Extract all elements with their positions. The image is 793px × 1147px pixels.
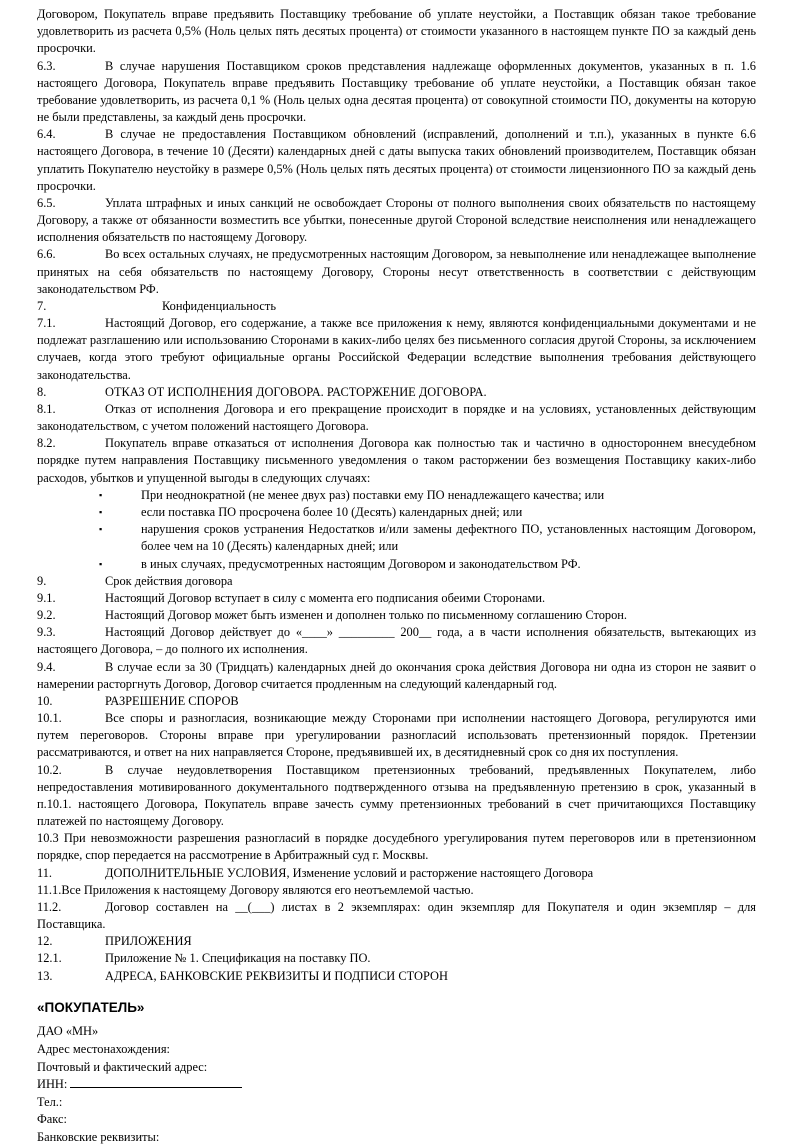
clause-number: 9.2. [37, 608, 56, 623]
clause-text: РАЗРЕШЕНИЕ СПОРОВ [105, 693, 239, 708]
clause-text: Договором, Покупатель вправе предъявить Поставщику требование об уплате неустойки, а Поставщик обязан такое требование удовлетворить из расчета 0,5% (Ноль целых пять десятых процента) от стоимости указанного в настоящем пункте ПО за каждый день просрочки. [37, 7, 756, 56]
clause-text: В случае нарушения Поставщиком сроков представления надлежаще оформленных документов, указанных в п. 1.6 настоящего Договора, Покупатель вправе предъявить Поставщику требование об уплате неустойки, а Поставщик обязан такое требование удовлетворить, из расчета 0,1 % (Ноль целых одна десятая процента) от совокупной стоимости ПО, документы на которую не были представлены, за каждый день просрочки. [37, 58, 756, 125]
clause-number: 11. [37, 865, 53, 880]
square-bullet-icon: ▪ [99, 558, 103, 569]
clause-paragraph [37, 607, 756, 624]
clause-text: Все Приложения к настоящему Договору являются его неотъемлемой частью. [61, 882, 474, 897]
clause-paragraph [37, 762, 756, 831]
clause-number: 8.1. [37, 401, 56, 416]
clause-number: 7. [37, 298, 47, 313]
clause-number: 6.5. [37, 195, 56, 210]
list-item [37, 521, 756, 555]
list-item-text: в иных случаях, предусмотренных настоящим Договором и законодательством РФ. [141, 556, 581, 571]
clause-text: Настоящий Договор, его содержание, а также все приложения к нему, являются конфиденциальными документами и не подлежат разглашению или использованию Сторонами в каких-либо целях без письменного согласия другой Стороны, за исключением случаев, когда этого требуют официальные органы Российской Федерации вследствие выполнения требования действующего законодательства. [37, 316, 756, 382]
clause-paragraph [37, 315, 756, 384]
clause-number: 12.1. [37, 951, 62, 966]
list-item [37, 487, 756, 504]
list-item-text: При неоднократной (не менее двух раз) поставки ему ПО ненадлежащего качества; или [141, 487, 605, 502]
clause-paragraph [37, 435, 756, 487]
clause-text: Приложение № 1. Спецификация на поставку ПО. [105, 951, 371, 966]
clause-text: АДРЕСА, БАНКОВСКИЕ РЕКВИЗИТЫ И ПОДПИСИ СТОРОН [105, 968, 448, 983]
clause-text: Настоящий Договор действует до «____» _________ 200__ года, а в части исполнения обязательств, вытекающих из настоящего Договора, – до полного их исполнения. [37, 625, 756, 657]
buyer-company-name: ДАО «МН» [37, 1024, 99, 1039]
clause-number: 8. [37, 384, 47, 399]
clause-text: В случае не предоставления Поставщиком обновлений (исправлений, дополнений и т.п.), указанных в пункте 6.6 настоящего Договора, в течение 10 (Десяти) календарных дней с даты выпуска таких обновлений производителем, Поставщик обязан уплатить Покупателю неустойку в размере 0,5% (Ноль целых пять десятых процента) от стоимости лицензионного ПО за каждый день просрочки. [37, 127, 756, 193]
buyer-phone-label: Тел.: [37, 1094, 63, 1109]
clause-paragraph [37, 195, 756, 247]
list-item [37, 504, 756, 521]
clause-number: 12. [37, 934, 53, 949]
clause-text: Настоящий Договор вступает в силу с момента его подписания обеими Сторонами. [105, 590, 546, 605]
section-heading-9 [37, 573, 756, 590]
buyer-legal-address-label: Адрес местонахождения: [37, 1041, 170, 1056]
list-item-text: если поставка ПО просрочена более 10 (Десять) календарных дней; или [141, 504, 523, 519]
clause-paragraph [37, 401, 756, 435]
clause-number: 13. [37, 968, 53, 983]
clause-paragraph-10-3 [37, 830, 756, 864]
clause-number: 11.2. [37, 899, 62, 914]
clause-text: 10.3 При невозможности разрешения разногласий в порядке досудебного урегулирования путем переговоров или в претензионном порядке, спор передается на рассмотрение в Арбитражный суд г. Москвы. [37, 831, 756, 863]
clause-number: 6.3. [37, 58, 56, 73]
clause-text: Уплата штрафных и иных санкций не освобождает Стороны от полного выполнения своих обязательств по настоящему Договору, а также от обязанности возместить все убытки, понесенные другой Стороной вследствие неисполнения или ненадлежащего исполнения обязательств по настоящему Договору. [37, 195, 756, 245]
clause-number: 11.1. [37, 882, 62, 897]
buyer-inn-blank-field[interactable] [70, 1078, 242, 1088]
clause-text: ОТКАЗ ОТ ИСПОЛНЕНИЯ ДОГОВОРА. РАСТОРЖЕНИЕ ДОГОВОРА. [105, 384, 487, 399]
clause-text: Срок действия договора [105, 573, 233, 588]
clause-number: 6.4. [37, 127, 56, 142]
clause-number: 10. [37, 693, 53, 708]
clause-paragraph [37, 710, 756, 762]
clause-text: Покупатель вправе отказаться от исполнения Договора как полностью так и частично в одностороннем внесудебном порядке путем направления Поставщику письменного уведомления о таком расторжении без возмещения Поставщику каких-либо расходов, убытков и упущенной выгоды в следующих случаях: [37, 436, 756, 485]
clause-text: В случае если за 30 (Тридцать) календарных дней до окончания срока действия Договора ни одна из сторон не заявит о намерении расторгнуть Договор, Договор считается продленным на следующий календарный год. [37, 659, 756, 691]
clause-text: Договор составлен на __(___) листах в 2 экземплярах: один экземпляр для Покупателя и один экземпляр – для Поставщика. [37, 899, 756, 932]
clause-text: Конфиденциальность [162, 298, 276, 313]
section-heading-11 [37, 865, 756, 882]
clause-number: 9.1. [37, 590, 56, 605]
clause-number: 9.4. [37, 659, 56, 674]
list-item-text: нарушения сроков устранения Недостатков и/или замены дефектного ПО, установленных настоящим Договором, более чем на 10 (Десять) календарных дней; или [141, 522, 756, 554]
clause-number: 9. [37, 573, 47, 588]
document-body [37, 6, 756, 1147]
square-bullet-icon: ▪ [99, 506, 103, 517]
square-bullet-icon: ▪ [99, 489, 103, 500]
square-bullet-icon: ▪ [99, 524, 103, 535]
clause-number: 10.2. [37, 762, 62, 777]
clause-paragraph [37, 58, 756, 127]
clause-number: 7.1. [37, 316, 56, 331]
clause-text: Во всех остальных случаях, не предусмотренных настоящим Договором, за невыполнение или ненадлежащее выполнение принятых на себя обязательств по настоящему Договору, Стороны несут ответственность в соответствии с действующим законодательством РФ. [37, 247, 756, 296]
section-heading-12 [37, 933, 756, 950]
section-heading-10 [37, 693, 756, 710]
clause-number: 9.3. [37, 625, 56, 640]
clause-text: Настоящий Договор может быть изменен и дополнен только по письменному соглашению Сторон. [105, 608, 628, 623]
buyer-fax-label: Факс: [37, 1112, 67, 1127]
termination-grounds-list [37, 487, 756, 573]
spacer [37, 985, 756, 999]
section-heading-13 [37, 968, 756, 985]
clause-paragraph [37, 6, 756, 58]
clause-text: Все споры и разногласия, возникающие между Сторонами при исполнении настоящего Договора, регулируются ими путем переговоров. Стороны вправе при урегулировании разногласий использовать претензионный порядок. Претензии рассматриваются, и ответ на них направляется Стороне, предъявившей их, в десятидневный срок со дня их поступления. [37, 711, 756, 760]
buyer-signature-block [37, 999, 756, 1147]
clause-text: ПРИЛОЖЕНИЯ [105, 934, 192, 949]
buyer-inn-label: ИНН: [37, 1077, 68, 1092]
clause-number: 8.2. [37, 436, 56, 451]
buyer-postal-address-label: Почтовый и фактический адрес: [37, 1059, 208, 1074]
clause-text: Отказ от исполнения Договора и его прекращение происходит в порядке и на условиях, установленных действующим законодательством, с учетом положений настоящего Договора. [37, 401, 756, 434]
spacer [37, 1016, 756, 1023]
clause-text: В случае неудовлетворения Поставщиком претензионных требований, предъявленных Покупателем, либо непредоставления мотивированного документального подтвержденного отзыва на предъявленную претензию в срок, указанный в п.10.1. настоящего Договора, Покупатель вправе зачесть сумму претензионных требований в счет причитающихся Поставщику платежей по настоящему Договору. [37, 762, 756, 829]
buyer-heading: «ПОКУПАТЕЛЬ» [37, 999, 145, 1015]
clause-paragraph [37, 590, 756, 607]
section-heading-8 [37, 384, 756, 401]
clause-text: ДОПОЛНИТЕЛЬНЫЕ УСЛОВИЯ, Изменение условий и расторжение настоящего Договора [105, 865, 594, 880]
clause-paragraph [37, 246, 756, 298]
clause-number: 6.6. [37, 247, 56, 262]
clause-paragraph [37, 950, 756, 967]
clause-paragraph [37, 659, 756, 693]
buyer-bank-details-label: Банковские реквизиты: [37, 1130, 160, 1144]
list-item [37, 556, 756, 573]
buyer-inn-row [37, 1076, 756, 1094]
clause-paragraph [37, 624, 756, 658]
clause-paragraph [37, 899, 756, 933]
clause-number: 10.1. [37, 711, 62, 726]
clause-paragraph [37, 126, 756, 195]
section-heading-7 [37, 298, 756, 315]
clause-paragraph [37, 882, 756, 899]
